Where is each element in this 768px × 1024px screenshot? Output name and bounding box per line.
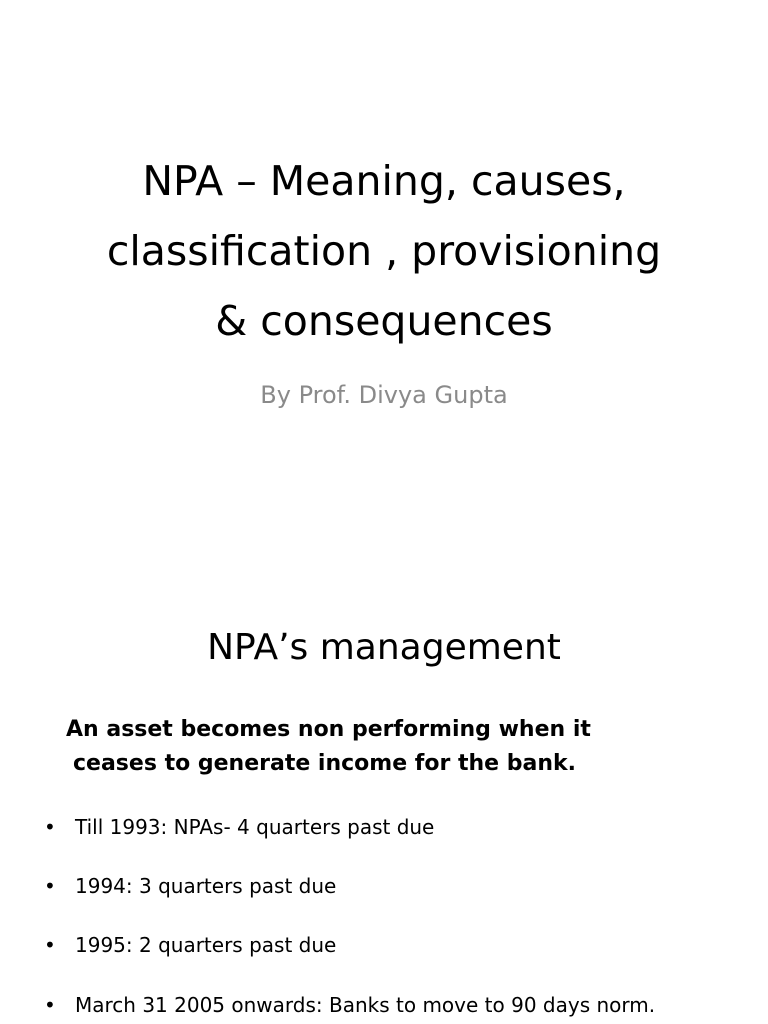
definition-line: An asset becomes non performing when it [66, 717, 591, 742]
bullet-text: Till 1993: NPAs- 4 quarters past due [75, 815, 435, 839]
bullet-icon: • [44, 933, 56, 957]
bullet-icon: • [44, 993, 56, 1017]
bullet-item [44, 872, 764, 900]
bullet-item [44, 931, 764, 959]
bullet-text: 1994: 3 quarters past due [75, 874, 337, 898]
definition-text [66, 713, 726, 781]
bullet-item [44, 991, 764, 1019]
slide-npa-management [0, 576, 768, 1024]
title-line: & consequences [215, 297, 553, 345]
slide-title: NPA’s management [207, 627, 561, 668]
bullet-text: 1995: 2 quarters past due [75, 933, 337, 957]
definition-line: ceases to generate income for the bank. [73, 751, 576, 776]
bullet-item [44, 813, 764, 841]
title-line: NPA – Meaning, causes, [142, 157, 626, 205]
presentation-title [30, 146, 738, 356]
bullet-icon: • [44, 815, 56, 839]
bullet-icon: • [44, 874, 56, 898]
presentation-author: By Prof. Divya Gupta [260, 381, 508, 409]
title-line: classification , provisioning [106, 227, 662, 275]
bullet-text: March 31 2005 onwards: Banks to move to 90 days norm. [75, 993, 656, 1017]
